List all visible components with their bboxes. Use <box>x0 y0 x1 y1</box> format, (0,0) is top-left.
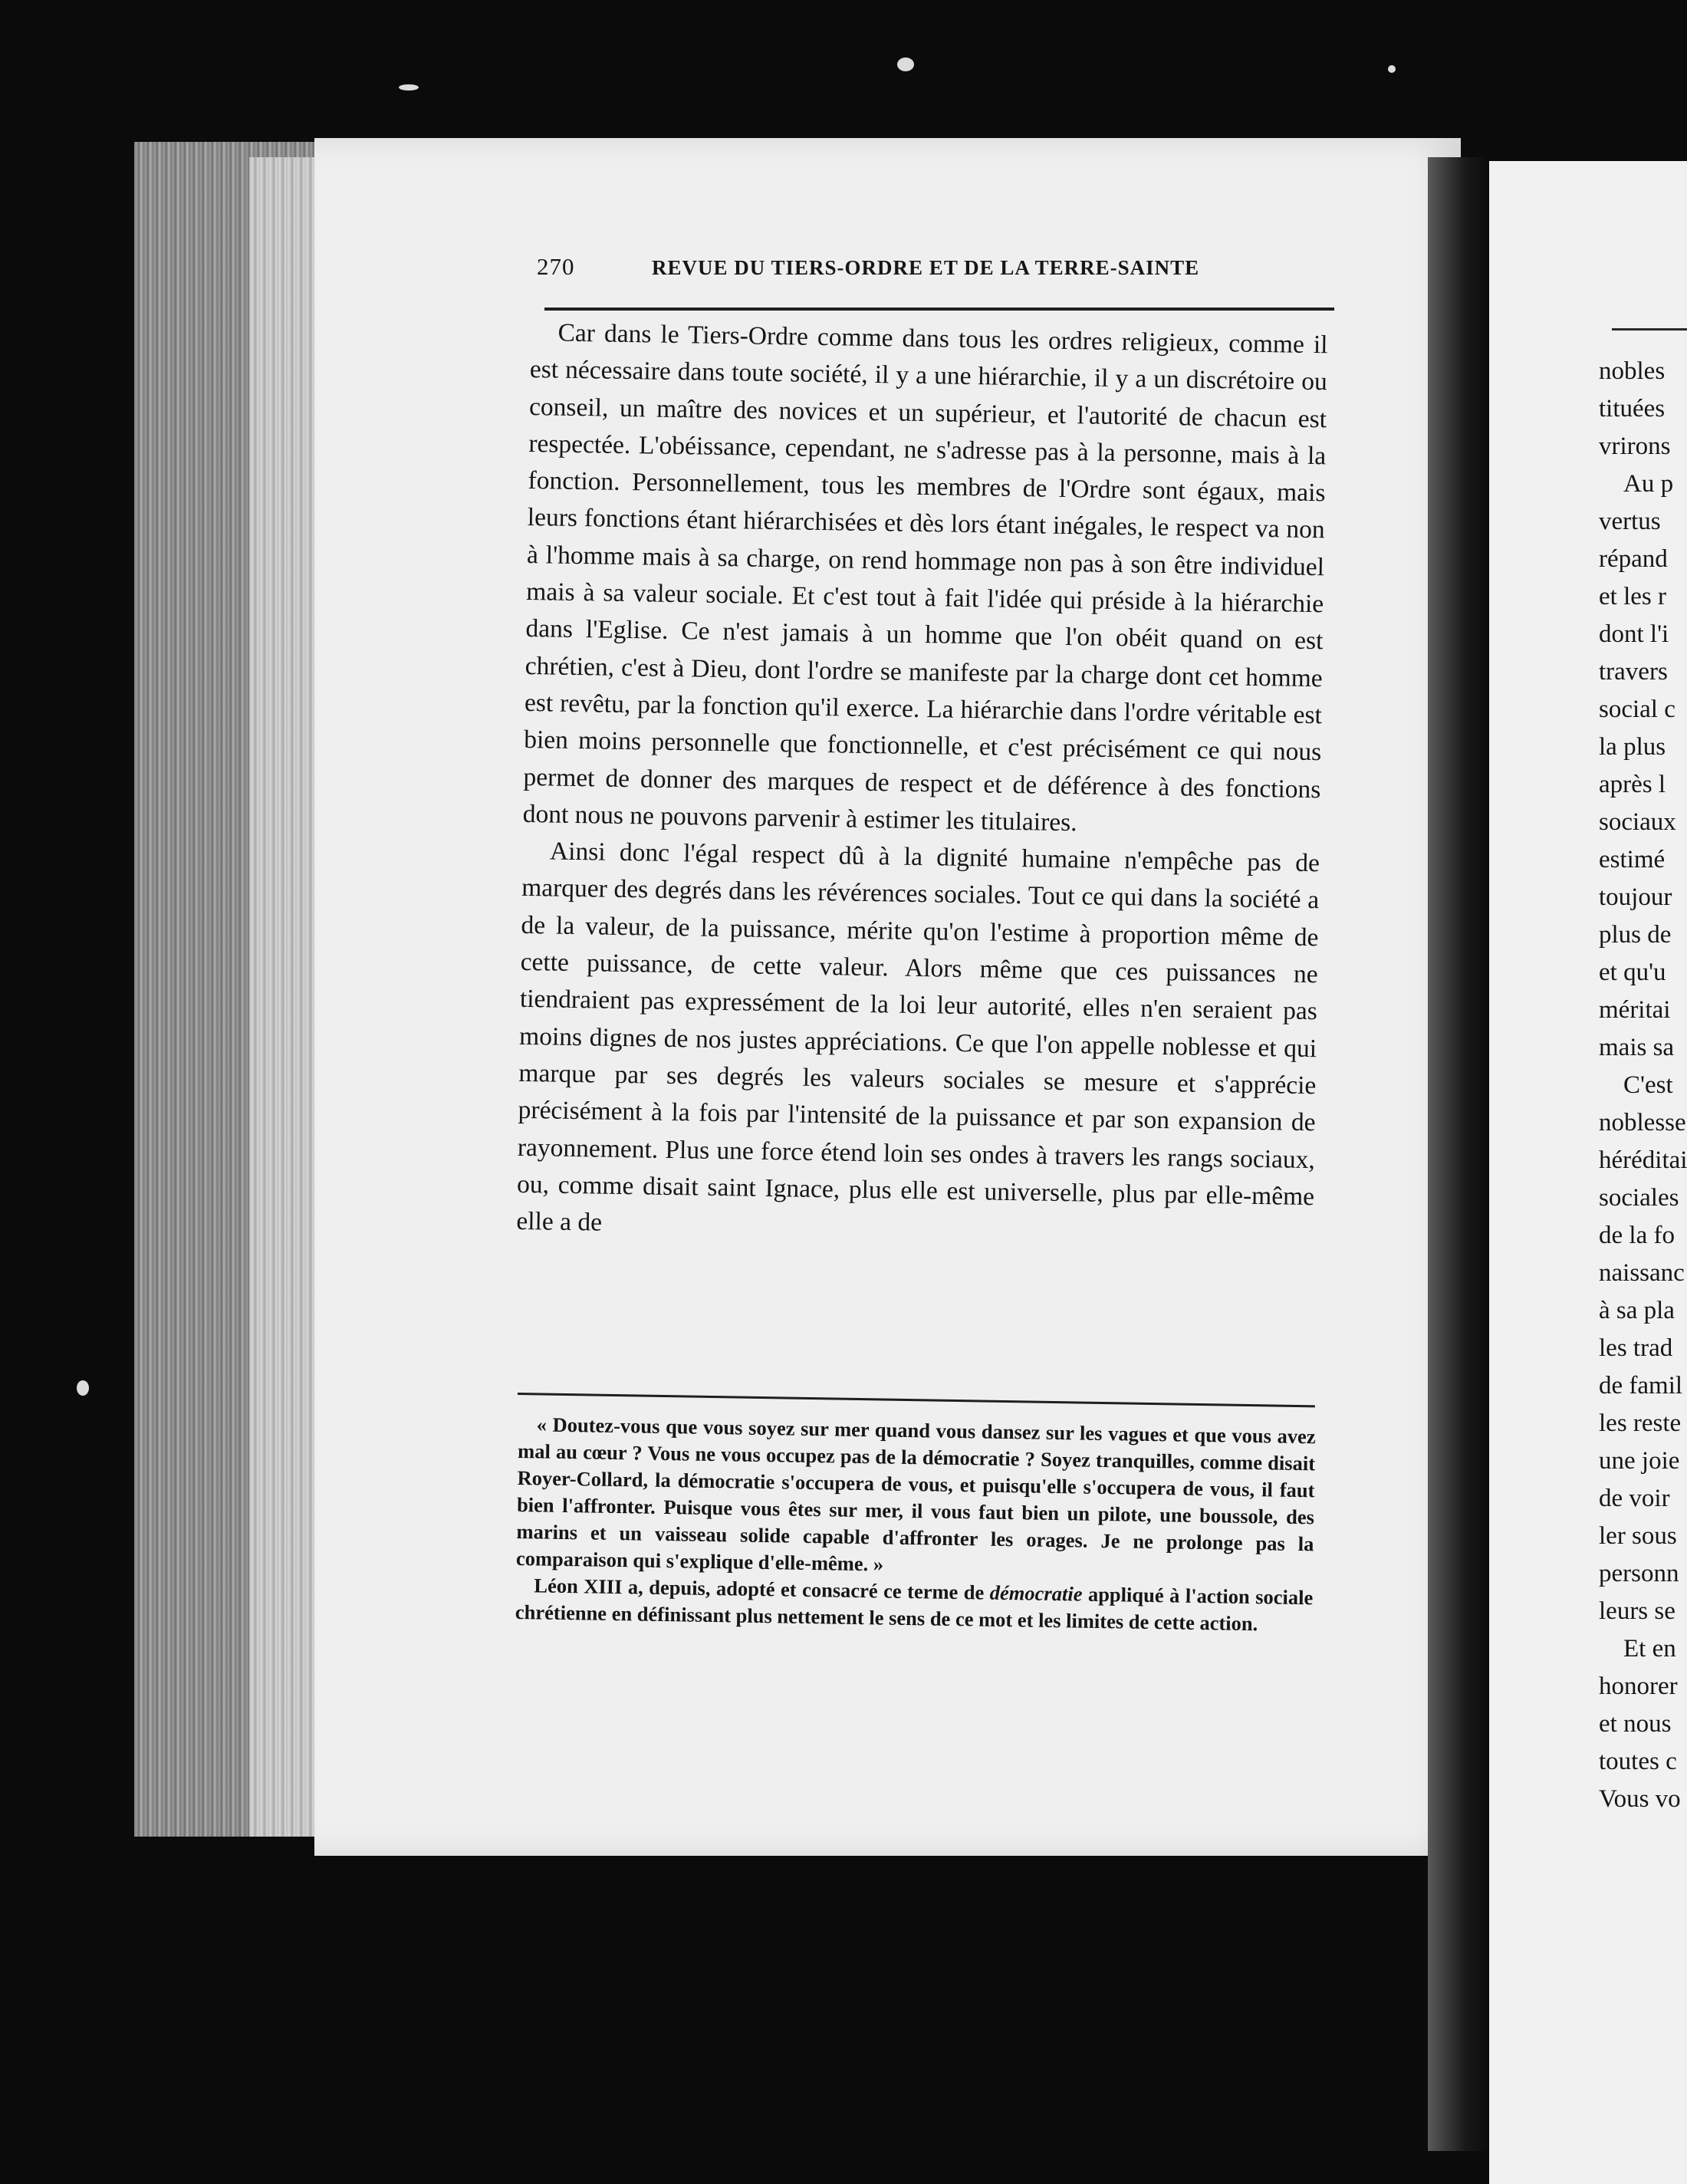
right-page-line: ler sous <box>1599 1522 1677 1550</box>
right-page-line: leurs se <box>1599 1597 1675 1625</box>
right-page-line: vrirons <box>1599 433 1671 460</box>
right-page-line: et nous <box>1599 1710 1672 1738</box>
right-page-line: Au p <box>1623 470 1674 498</box>
right-page-line: personn <box>1599 1560 1679 1587</box>
right-page-line: travers <box>1599 658 1668 686</box>
dust-speck <box>399 84 419 90</box>
right-page-line: sociales <box>1599 1184 1679 1212</box>
right-page-line: méritai <box>1599 996 1671 1024</box>
right-page-line: Vous vo <box>1599 1785 1681 1813</box>
footnote-note-italic: démocratie <box>989 1580 1083 1606</box>
book-page-edges <box>134 142 334 1837</box>
right-page-line: noblesse <box>1599 1109 1686 1136</box>
right-page-line: toujour <box>1599 883 1672 911</box>
right-page-line: mais sa <box>1599 1034 1675 1061</box>
right-page-line: vertus <box>1599 508 1661 535</box>
right-page-line: social c <box>1599 696 1675 723</box>
footnote-note-end: appliqué à l'action sociale chrétienne en définissant plus nettement le sens de ce mot et les limites de cette action. <box>515 1582 1314 1636</box>
right-page-line: nobles <box>1599 357 1666 385</box>
right-page-line: à sa pla <box>1599 1297 1675 1324</box>
right-page-line: de voir <box>1599 1485 1670 1512</box>
right-page <box>1489 161 1687 2184</box>
right-page-line: après l <box>1599 771 1666 798</box>
right-page-line: sociaux <box>1599 808 1676 836</box>
right-page-line: tituées <box>1599 395 1666 423</box>
right-page-line: dont l'i <box>1599 620 1669 648</box>
right-page-text <box>1599 353 1687 1818</box>
right-page-line: la plus <box>1599 733 1666 761</box>
right-page-line: et qu'u <box>1599 959 1666 986</box>
paragraph-1: Car dans le Tiers-Ordre comme dans tous les ordres religieux, comme il est nécessaire dans toute société, il y a une hiérarchie, il y a un discrétoire ou conseil, un maître des novices et un supérieur, et l'autorité de chacun est respectée. L'obéissance, cependant, ne s'adresse pas à la personne, mais à la fonction. Personnellement, tous les membres de l'Ordre sont égaux, mais leurs fonctions étant hiérarchisées et dès lors étant inégales, le respect va non à l'homme mais à sa charge, on rend hommage non pas à son être individuel mais à sa valeur sociale. Et c'est tout à fait l'idée qui préside à la hiérarchie dans l'Eglise. Ce n'est jamais à un homme que l'on obéit quand on est chrétien, c'est à Dieu, dont l'ordre se manifeste par la charge dont cet homme est revêtu, par la fonction qu'il exerce. La hiérarchie dans l'ordre véritable est bien moins personnelle que fonctionnelle, et c'est précisément ce qui nous permet de donner des marques de respect et de déférence à des fonctions dont nous ne pouvons parvenir à estimer les titulaires. <box>522 318 1328 837</box>
right-page-line: plus de <box>1599 921 1672 949</box>
body-text <box>516 314 1328 1253</box>
right-page-line: de la fo <box>1599 1222 1675 1249</box>
right-page-line: honorer <box>1599 1673 1678 1700</box>
right-page-line: estimé <box>1599 846 1666 873</box>
right-page-line: de famil <box>1599 1372 1683 1400</box>
right-page-line: une joie <box>1599 1447 1680 1475</box>
header-rule <box>544 308 1334 311</box>
right-page-line: toutes c <box>1599 1748 1677 1775</box>
dust-speck <box>1388 65 1396 73</box>
footnote-quote: « Doutez-vous que vous soyez sur mer quand vous dansez sur les vagues et que vous avez mal au cœur ? Vous ne vous occupez pas de la démocratie ? Soyez tranquilles, comme disait Royer-Collard, la démocratie s'occupera de vous, et puisqu'elle s'occupera de vous, il faut bien l'affronter. Puisque vous êtes sur mer, il vous faut bien un pilote, une boussole, des marins et un vaisseau solide capable d'affronter les orages. Je ne prolonge pas la comparaison qui s'explique d'elle-même. » <box>515 1413 1316 1576</box>
book-gutter <box>1428 157 1489 2151</box>
right-page-line: les reste <box>1599 1409 1682 1437</box>
footnote-note-start: Léon XIII a, depuis, adopté et consacré ce terme de <box>534 1574 991 1604</box>
right-page-line: naissanc <box>1599 1259 1685 1287</box>
dust-speck <box>897 58 914 71</box>
right-page-header-rule <box>1612 328 1687 331</box>
paragraph-2: Ainsi donc l'égal respect dû à la dignité humaine n'empêche pas de marquer des degrés dans les révérences sociales. Tout ce qui dans la société a de la valeur, de la puissance, mérite qu'on l'estime à proportion même de cette puissance, de cette valeur. Alors même que ces puissances ne tiendraient pas expressément de la loi leur autorité, elles n'en seraient pas moins dignes de nos justes appréciations. Ce que l'on appelle noblesse et qui marque par ses degrés les valeurs sociales se mesure et s'apprécie précisément à la fois par l'intensité de la puissance et par son expansion de rayonnement. Plus une force étend loin ses ondes à travers les rangs sociaux, ou, comme disait saint Ignace, plus elle est universelle, plus par elle-même elle a de <box>516 837 1320 1237</box>
right-page-line: et les r <box>1599 583 1666 610</box>
dust-speck <box>77 1380 89 1396</box>
running-head <box>537 253 1311 281</box>
right-page-line: les trad <box>1599 1334 1673 1362</box>
right-page-line: héréditai <box>1599 1146 1687 1174</box>
right-page-line: répand <box>1599 545 1668 573</box>
right-page-line: C'est <box>1623 1071 1673 1099</box>
header-title: REVUE DU TIERS-ORDRE ET DE LA TERRE-SAINTE <box>652 256 1200 279</box>
footnotes <box>515 1411 1316 1638</box>
right-page-line: Et en <box>1623 1635 1676 1663</box>
page-number: 270 <box>537 253 575 280</box>
